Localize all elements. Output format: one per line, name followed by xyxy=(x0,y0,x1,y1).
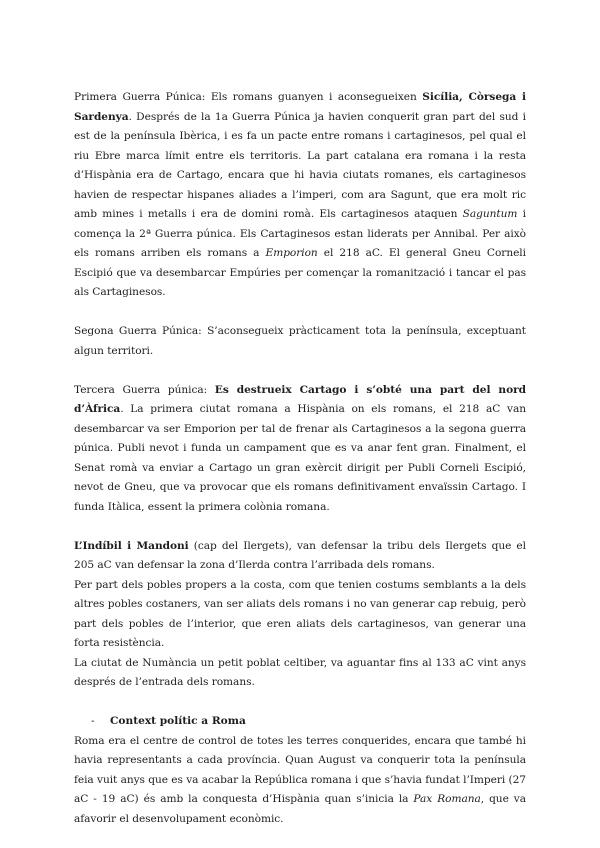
paragraph-coastal-peoples: Per part dels pobles propers a la costa, com que tenien costums semblants a la dels altres pobles costaners, van ser aliats dels romans i no van generar cap rebuig, però part dels pobles de l’interior, que eren aliats dels cartaginesos, van generar una forta resistència. xyxy=(74,578,526,649)
paragraph-roman-context: Roma era el centre de control de totes les terres conquerides, encara que també hi havia representants a cada província. Quan August va conquerir tota la península feia vuit anys que es va acabar la República romana i que s’havia fundat l’Imperi (27 aC - 19 aC) és amb la conquesta d’Hispània quan s’inicia la Pax Romana, que va afavorir el desenvolupament econòmic. xyxy=(74,734,526,825)
spacer xyxy=(74,361,526,381)
italic-saguntum: Saguntum xyxy=(462,208,518,220)
spacer xyxy=(74,303,526,323)
paragraph-third-punic-war: Tercera Guerra púnica: Es destrueix Cartago i s’obté una part del nord d’Àfrica. La primera ciutat romana a Hispània on els romans, el 218 aC van desembarcar va ser Emporion per tal de frenar als Cartaginesos a la segona guerra púnica. Publi nevot i funda un campament que es va anar fent gran. Finalment, el Senat romà va enviar a Cartago un gran exèrcit dirigit per Publi Corneli Escipió, nevot de Gneu, que va provocar que els romans definitivament envaïssin Cartago. I funda Itàlica, essent la primera colònia romana. xyxy=(74,383,526,513)
bold-cartago-destroyed: Es destrueix Cartago i s’obté una part del nord d’Àfrica xyxy=(74,383,526,415)
paragraph-indibil-mandoni: L’Indíbil i Mandoni (cap del Ilergets), van defensar la tribu dels Ilergets que el 205 aC van defensar la zona d’Ilerda contra l’arribada dels romans. xyxy=(74,539,526,571)
bold-indibil-mandoni: L’Indíbil i Mandoni xyxy=(74,539,189,552)
paragraph-first-punic-war: Primera Guerra Púnica: Els romans guanyen i aconsegueixen Sicília, Còrsega i Sardenya. Després de la 1a Guerra Púnica ja havien conquerit gran part del sud i est de la península Ibèrica, i es fa un pacte entre romans i cartaginesos, pel qual el riu Ebre marca límit entre els territoris. La part catalana era romana i la resta d’Hispània era de Cartago, encara que hi havia ciutats romanes, els cartaginesos havien de respectar hispanes aliades a l’imperi, com ara Sagunt, que era molt ric amb mines i metalls i era de domini romà. Els cartaginesos ataquen Saguntum i comença la 2ª Guerra púnica. Els Cartaginesos estan liderats per Annibal. Per això els romans arriben els romans a Emporion el 218 aC. El general Gneu Corneli Escipió que va desembarcar Empúries per començar la romanització i tancar el pas als Cartaginesos. xyxy=(74,91,527,298)
paragraph-numancia: La ciutat de Numància un petit poblat celtiber, va aguantar fins al 133 aC vint anys després de l’entrada dels romans. xyxy=(74,656,526,688)
spacer xyxy=(74,693,526,713)
bullet-context-politic xyxy=(74,712,526,732)
spacer xyxy=(74,517,526,537)
bullet-heading: Context polític a Roma xyxy=(110,715,246,727)
bold-islands: Sicília, Còrsega i Sardenya xyxy=(74,91,527,123)
dash-bullet-icon: - xyxy=(91,715,95,727)
italic-emporion: Emporion xyxy=(265,247,318,259)
italic-pax-romana: Pax Romana xyxy=(413,793,481,805)
paragraph-second-punic-war: Segona Guerra Púnica: S’aconsegueix pràcticament tota la península, exceptuant algun territori. xyxy=(74,325,526,357)
